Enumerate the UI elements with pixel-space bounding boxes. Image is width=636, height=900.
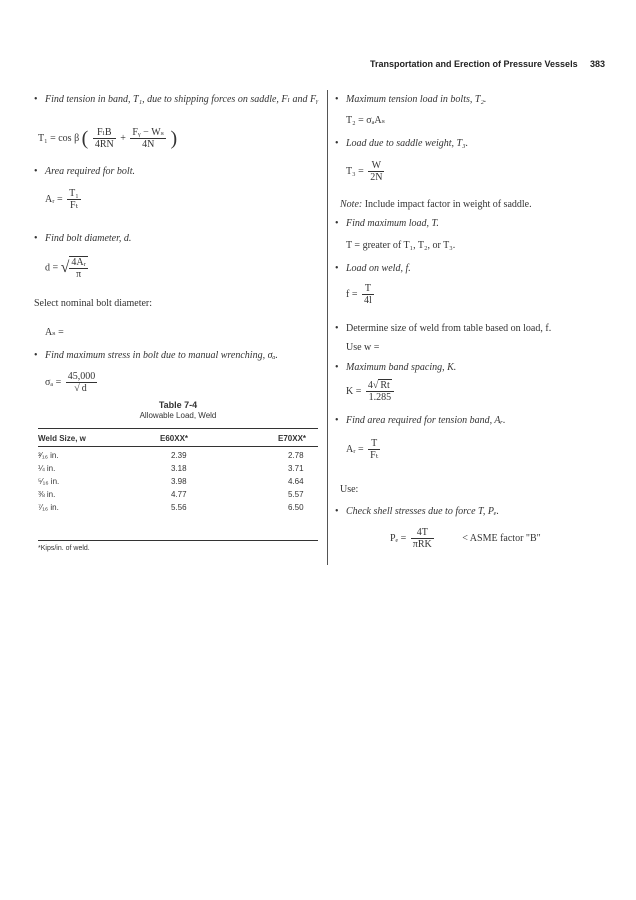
table-cell: 4.77 xyxy=(171,490,187,499)
eq1-f1-denominator: 4RN xyxy=(94,139,114,150)
close-paren: ) xyxy=(170,127,178,150)
table-cell: 3.98 xyxy=(171,477,187,486)
eq1-plus: + xyxy=(120,132,126,144)
table-subtitle: Allowable Load, Weld xyxy=(139,411,217,420)
right-bullet-max-load: • Find maximum load, T. xyxy=(346,217,616,230)
column-divider xyxy=(327,90,328,565)
table-cell: 4.64 xyxy=(288,477,304,486)
eq-f-denominator: 4l xyxy=(363,295,372,306)
eq2-numerator: T₁ xyxy=(69,188,79,199)
eq3-numerator: 4Aᵣ xyxy=(71,257,86,268)
right-bullet-saddle-weight: • Load due to saddle weight, T₃. xyxy=(346,137,616,150)
eq4-radicand: d xyxy=(81,383,87,394)
eq1-fraction-1 xyxy=(93,127,116,150)
eq-f-numerator: T xyxy=(362,283,374,295)
eq-ar-lhs: Aᵣ = xyxy=(346,443,364,455)
left-bullet-area-bolt: • Area required for bolt. xyxy=(45,165,320,178)
note-label: Note: xyxy=(340,199,363,210)
table-cell: 5.57 xyxy=(288,490,304,499)
table-cell: 6.50 xyxy=(288,503,304,512)
running-title: Transportation and Erection of Pressure Vessels xyxy=(370,59,578,69)
eq4-denominator xyxy=(66,383,98,394)
eq-k-radicand: Rt xyxy=(380,380,390,391)
right-bullet-shell-stresses: • Check shell stresses due to force T, Pₑ. xyxy=(346,505,616,518)
table-cell: 3.18 xyxy=(171,464,187,473)
sqrt-sign: √ xyxy=(372,380,379,391)
eq4-lhs: σₐ = xyxy=(45,376,62,388)
table-header-weld-size: Weld Size, w xyxy=(38,434,86,443)
equation-ar xyxy=(45,188,83,211)
sqrt-sign: √ xyxy=(60,259,70,276)
left-bullet-bolt-diameter: • Find bolt diameter, d. xyxy=(45,232,320,245)
eq3-fraction xyxy=(69,256,88,280)
table-top-rule xyxy=(38,428,318,429)
eq-t3-numerator: W xyxy=(368,160,384,172)
as-line: Aₛ = xyxy=(45,327,64,338)
eq2-lhs: Aᵣ = xyxy=(45,193,63,205)
table-cell: 2.78 xyxy=(288,451,304,460)
eq1-f2-numerator: Fᵧ − Wₛ xyxy=(132,127,165,138)
table-cell: 3.71 xyxy=(288,464,304,473)
equation-d xyxy=(45,256,90,280)
table-footnote: *Kips/in. of weld. xyxy=(38,545,90,552)
table-title: Table 7-4 xyxy=(158,400,198,410)
equation-k xyxy=(346,380,396,403)
equation-t3 xyxy=(346,160,386,183)
eq2-denominator: Fₜ xyxy=(69,200,78,211)
eq-pe-condition: < ASME factor "B" xyxy=(462,532,541,544)
note-line xyxy=(340,198,620,211)
eq-pe-denominator: πRK xyxy=(412,539,432,550)
equation-ar-band xyxy=(346,438,382,461)
eq-f-fraction xyxy=(362,283,374,306)
eq-k-denominator: 1.285 xyxy=(368,392,392,403)
eq2-fraction xyxy=(67,188,81,211)
eq1-fraction-2 xyxy=(130,127,166,150)
table-cell: ³⁄₁₆ in. xyxy=(38,451,59,460)
eq-t3-fraction xyxy=(368,160,384,183)
table-cell: ¼ in. xyxy=(38,464,56,473)
eq1-f2-denominator: 4N xyxy=(142,139,155,150)
table-cell: ⅜ in. xyxy=(38,490,56,499)
eq-pe-numerator: 4T xyxy=(411,527,434,539)
eq-ar-denominator: Fₜ xyxy=(370,450,379,461)
table-cell: 5.56 xyxy=(171,503,187,512)
eq-k-lhs: K = xyxy=(346,385,362,397)
eq-t3-lhs: T₃ = xyxy=(346,165,364,177)
note-text: Include impact factor in weight of saddle. xyxy=(362,199,532,210)
eq-pe-fraction xyxy=(411,527,434,550)
sqrt-sign: √ xyxy=(74,383,80,394)
eq1-lhs: T₁ = cos β xyxy=(38,132,80,144)
equation-f xyxy=(346,283,376,306)
eq-f-lhs: f = xyxy=(346,288,358,300)
use-w-line: Use w = xyxy=(346,342,380,353)
eq-k-coefficient: 4 xyxy=(367,380,373,391)
eq-ar-fraction xyxy=(368,438,380,461)
equation-t1 xyxy=(38,127,177,150)
equation-pe xyxy=(390,527,541,550)
left-bullet-max-stress: • Find maximum stress in bolt due to manual wrenching, σₐ. xyxy=(45,349,325,362)
table-header-rule xyxy=(38,446,318,447)
use-line: Use: xyxy=(340,484,359,495)
select-nominal-text: Select nominal bolt diameter: xyxy=(34,298,153,309)
right-bullet-determine-size: • Determine size of weld from table based on load, f. xyxy=(346,322,621,335)
eq4-numerator: 45,000 xyxy=(67,371,96,382)
equation-t2: T₂ = σₐAₛ xyxy=(346,115,385,126)
eq3-lhs: d = xyxy=(45,262,59,274)
eq-t3-denominator: 2N xyxy=(370,172,383,183)
table-cell: 2.39 xyxy=(171,451,187,460)
page-number: 383 xyxy=(590,59,606,69)
eq4-fraction xyxy=(66,371,98,394)
eq-pe-lhs: Pₑ = xyxy=(390,532,407,544)
table-cell: ⁷⁄₁₆ in. xyxy=(38,503,59,512)
equation-t: T = greater of T₁, T₂, or T₃. xyxy=(346,240,456,251)
open-paren: ( xyxy=(81,127,89,150)
right-bullet-max-tension: • Maximum tension load in bolts, T₂. xyxy=(346,93,616,106)
table-bottom-rule xyxy=(38,540,318,541)
eq1-f1-numerator: FₗB xyxy=(93,127,116,139)
eq-k-numerator xyxy=(366,380,394,392)
eq3-denominator: π xyxy=(76,269,82,280)
left-bullet-tension-band: • Find tension in band, T₁, due to shipping forces on saddle, Fₗ and Fᵧ xyxy=(45,93,320,106)
right-bullet-load-weld: • Load on weld, f. xyxy=(346,262,616,275)
table-cell: ⁵⁄₁₆ in. xyxy=(38,477,60,486)
right-bullet-area-tension-band: • Find area required for tension band, Aᵣ. xyxy=(346,414,616,427)
table-header-e60: E60XX* xyxy=(160,434,189,443)
table-header-e70: E70XX* xyxy=(278,434,307,443)
right-bullet-band-spacing: • Maximum band spacing, K. xyxy=(346,361,616,374)
eq-k-fraction xyxy=(366,380,394,403)
eq-ar-numerator: T xyxy=(368,438,380,450)
equation-sigma xyxy=(45,371,99,394)
